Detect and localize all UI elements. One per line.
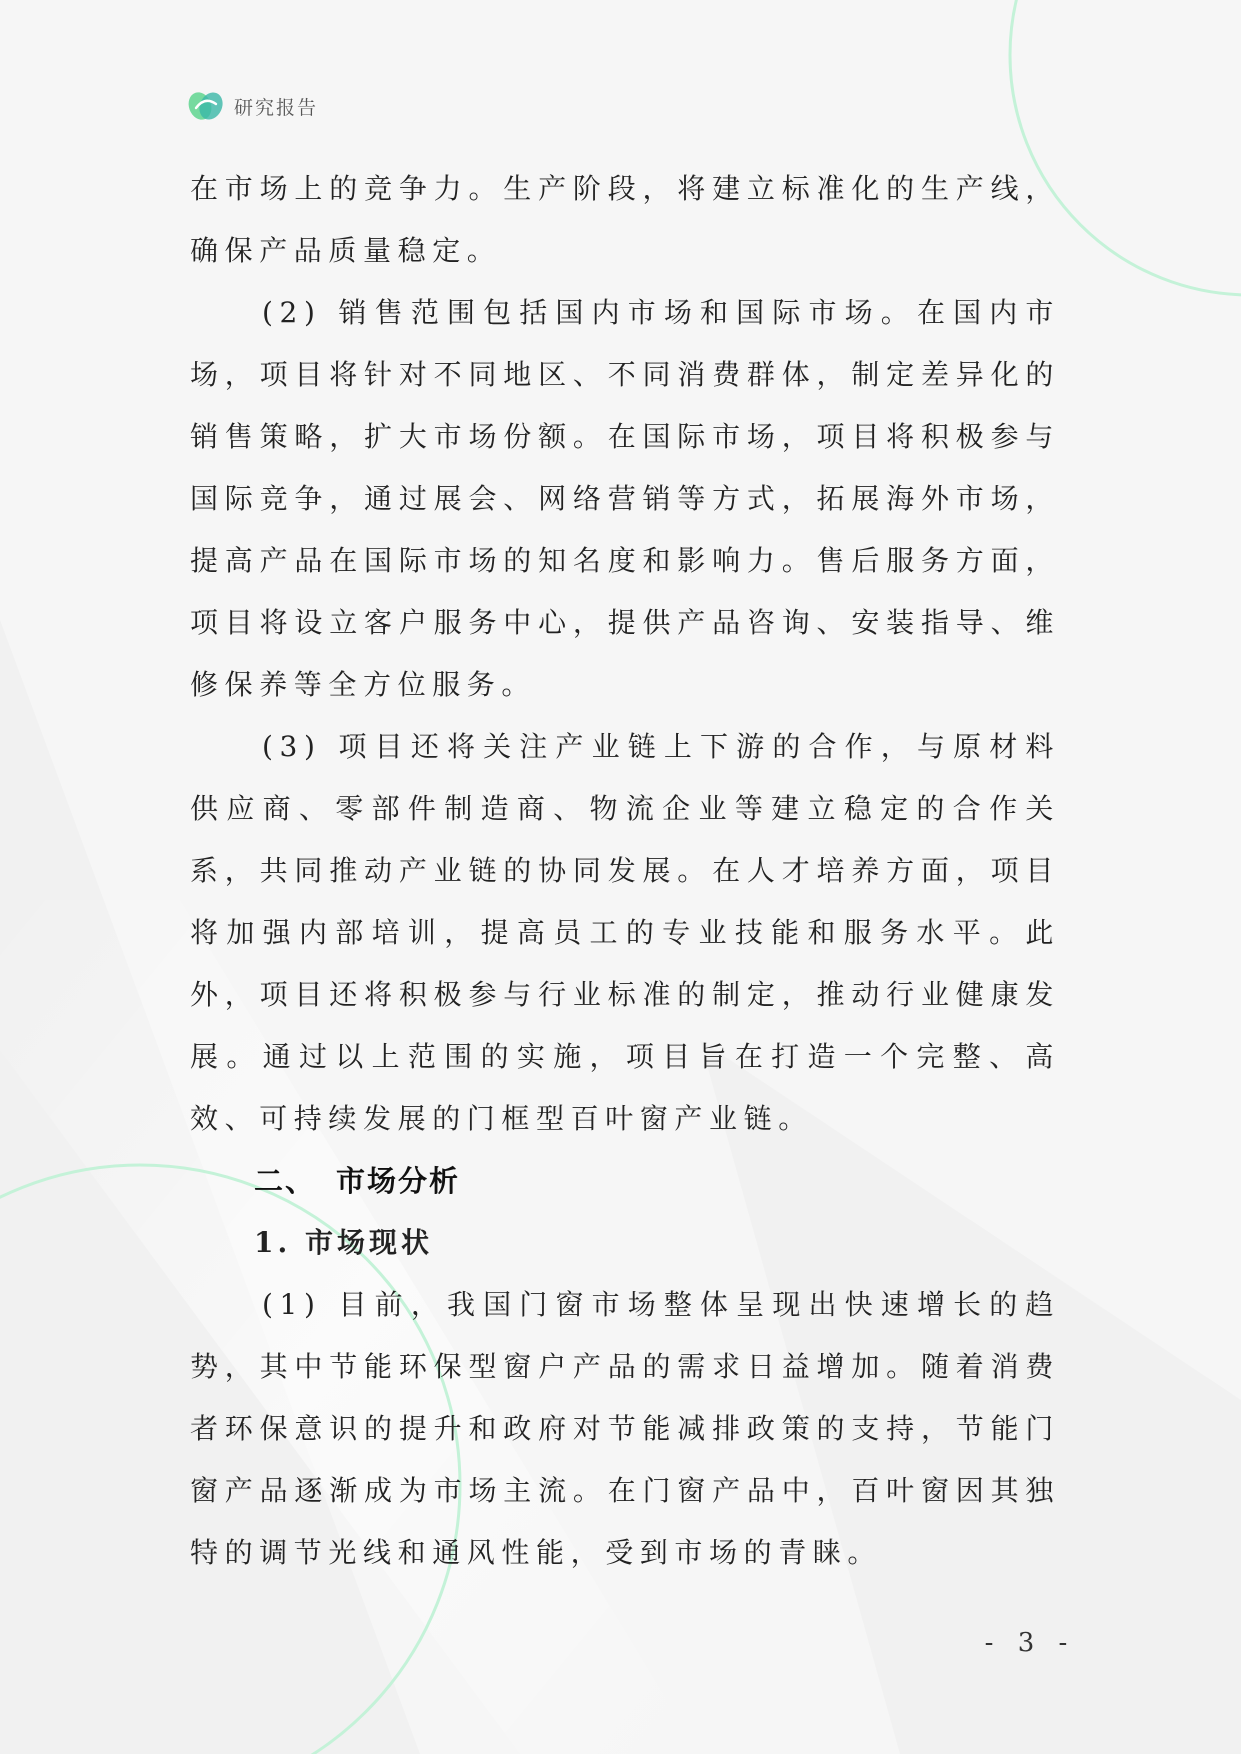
section-number: 二、: [254, 1164, 317, 1198]
paragraph-continuation: 在市场上的竞争力。生产阶段，将建立标准化的生产线，确保产品质量稳定。: [190, 172, 1060, 267]
header-title: 研究报告: [234, 96, 319, 119]
paragraph-sales-scope: (2) 销售范围包括国内市场和国际市场。在国内市场，项目将针对不同地区、不同消费群体，制定差异化的销售策略，扩大市场份额。在国际市场，项目将积极参与国际竞争，通过展会、网络营销等方式，拓展海外市场，提高产品在国际市场的知名度和影响力。售后服务方面，项目将设立客户服务中心，提供产品咨询、安装指导、维修保养等全方位服务。: [190, 296, 1060, 701]
green-leaf-logo-icon: [188, 90, 224, 122]
section-title: 市场分析: [336, 1164, 461, 1198]
document-body: [190, 158, 1060, 1584]
paragraph-market-status: (1) 目前，我国门窗市场整体呈现出快速增长的趋势，其中节能环保型窗户产品的需求日益增加。随着消费者环保意识的提升和政府对节能减排政策的支持，节能门窗产品逐渐成为市场主流。在门窗产品中，百叶窗因其独特的调节光线和通风性能，受到市场的青睐。: [190, 1288, 1060, 1569]
paragraph-industry-chain: (3) 项目还将关注产业链上下游的合作，与原材料供应商、零部件制造商、物流企业等建立稳定的合作关系，共同推动产业链的协同发展。在人才培养方面，项目将加强内部培训，提高员工的专业技能和服务水平。此外，项目还将积极参与行业标准的制定，推动行业健康发展。通过以上范围的实施，项目旨在打造一个完整、高效、可持续发展的门框型百叶窗产业链。: [190, 730, 1060, 1135]
report-header: [188, 88, 318, 124]
section-heading: [190, 1150, 1060, 1212]
subsection-heading: 1. 市场现状: [254, 1226, 433, 1259]
page-number: - 3 -: [984, 1628, 1076, 1658]
